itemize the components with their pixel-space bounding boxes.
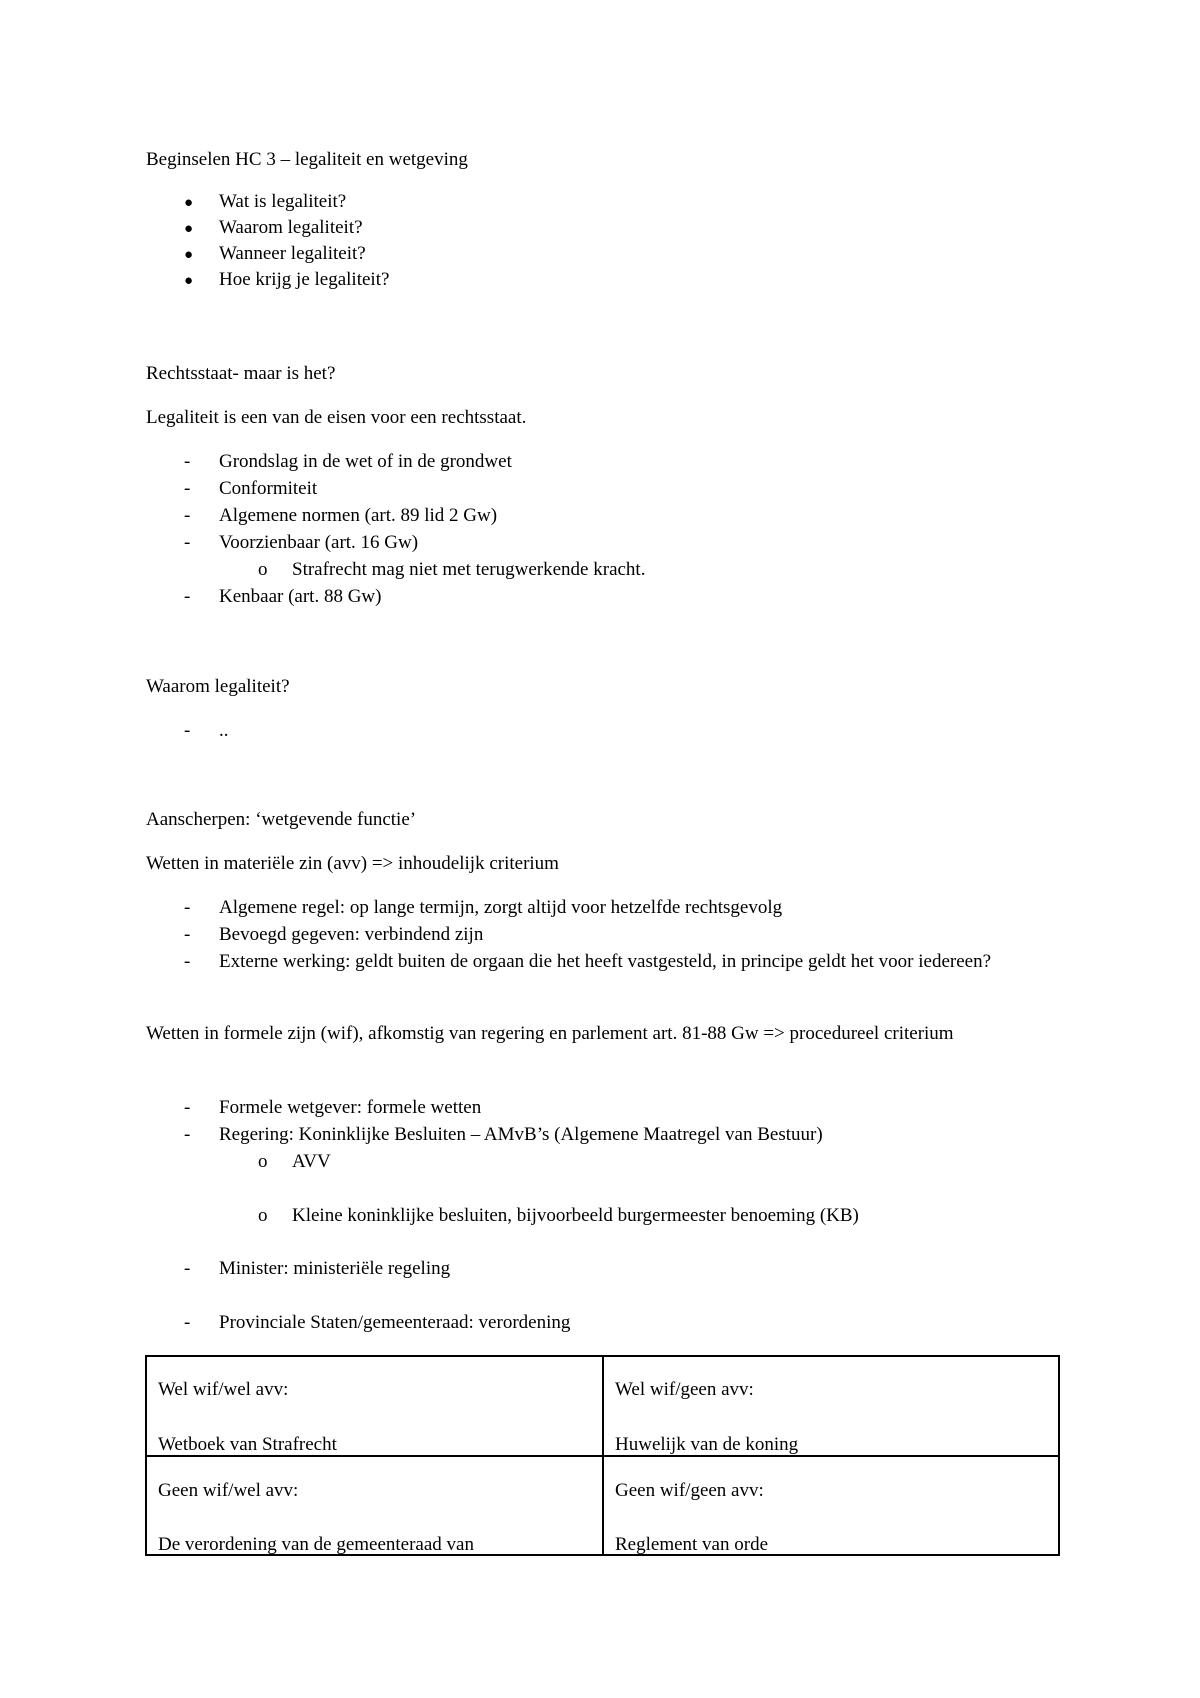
cell-example: Wetboek van Strafrecht (158, 1434, 337, 1455)
list-item: Wanneer legaliteit? (219, 243, 366, 264)
dash-marker: - (184, 586, 191, 607)
paragraph: Wetten in formele zijn (wif), afkomstig van regering en parlement art. 81-88 Gw => procedureel criterium (146, 1023, 954, 1044)
list-item: Hoe krijg je legaliteit? (219, 269, 390, 290)
dash-marker: - (184, 1258, 191, 1279)
list-item: Minister: ministeriële regeling (219, 1258, 451, 1279)
paragraph: Wetten in materiële zin (avv) => inhoudelijk criterium (146, 853, 559, 874)
list-item: Bevoegd gegeven: verbindend zijn (219, 924, 484, 945)
cell-label: Geen wif/geen avv: (615, 1480, 764, 1501)
bullet-marker: ● (184, 195, 194, 211)
list-item: Voorzienbaar (art. 16 Gw) (219, 532, 419, 553)
sub-marker: o (258, 1151, 268, 1172)
document-title: Beginselen HC 3 – legaliteit en wetgeving (146, 149, 468, 170)
sub-list-item: Strafrecht mag niet met terugwerkende kracht. (292, 559, 646, 580)
list-item: Kenbaar (art. 88 Gw) (219, 586, 382, 607)
cell-example: De verordening van de gemeenteraad van (158, 1534, 474, 1554)
list-item: Grondslag in de wet of in de grondwet (219, 451, 512, 472)
list-item: Regering: Koninklijke Besluiten – AMvB’s (Algemene Maatregel van Bestuur) (219, 1124, 823, 1145)
bullet-marker: ● (184, 221, 194, 237)
dash-marker: - (184, 924, 191, 945)
sub-list-item: AVV (292, 1151, 331, 1172)
list-item: Wat is legaliteit? (219, 191, 347, 212)
table-cell (147, 1457, 602, 1554)
list-item: Algemene normen (art. 89 lid 2 Gw) (219, 505, 498, 526)
bullet-marker: ● (184, 247, 194, 263)
list-item: Provinciale Staten/gemeenteraad: verordening (219, 1312, 571, 1333)
sub-marker: o (258, 559, 268, 580)
dash-marker: - (184, 1312, 191, 1333)
section-heading: Waarom legaliteit? (146, 676, 290, 697)
dash-marker: - (184, 951, 191, 972)
list-item: Externe werking: geldt buiten de orgaan die het heeft vastgesteld, in principe geldt het voor iedereen? (219, 951, 992, 972)
dash-marker: - (184, 897, 191, 918)
sub-marker: o (258, 1205, 268, 1226)
dash-marker: - (184, 451, 191, 472)
bullet-marker: ● (184, 273, 194, 289)
cell-example: Huwelijk van de koning (615, 1434, 799, 1455)
cell-example: Reglement van orde (615, 1534, 769, 1554)
dash-marker: - (184, 505, 191, 526)
sub-list-item: Kleine koninklijke besluiten, bijvoorbeeld burgermeester benoeming (KB) (292, 1205, 859, 1226)
dash-marker: - (184, 1124, 191, 1145)
cell-label: Wel wif/wel avv: (158, 1379, 289, 1400)
paragraph: Legaliteit is een van de eisen voor een rechtsstaat. (146, 407, 527, 428)
section-heading: Rechtsstaat- maar is het? (146, 363, 336, 384)
dash-marker: - (184, 478, 191, 499)
section-heading: Aanscherpen: ‘wetgevende functie’ (146, 809, 417, 830)
dash-marker: - (184, 1097, 191, 1118)
dash-marker: - (184, 532, 191, 553)
list-item: .. (219, 720, 229, 741)
list-item: Waarom legaliteit? (219, 217, 363, 238)
list-item: Algemene regel: op lange termijn, zorgt altijd voor hetzelfde rechtsgevolg (219, 897, 783, 918)
list-item: Formele wetgever: formele wetten (219, 1097, 482, 1118)
table-cell (147, 1357, 602, 1455)
dash-marker: - (184, 720, 191, 741)
list-item: Conformiteit (219, 478, 318, 499)
cell-label: Wel wif/geen avv: (615, 1379, 754, 1400)
table-cell (604, 1357, 1058, 1455)
cell-label: Geen wif/wel avv: (158, 1480, 299, 1501)
table-cell (604, 1457, 1058, 1554)
